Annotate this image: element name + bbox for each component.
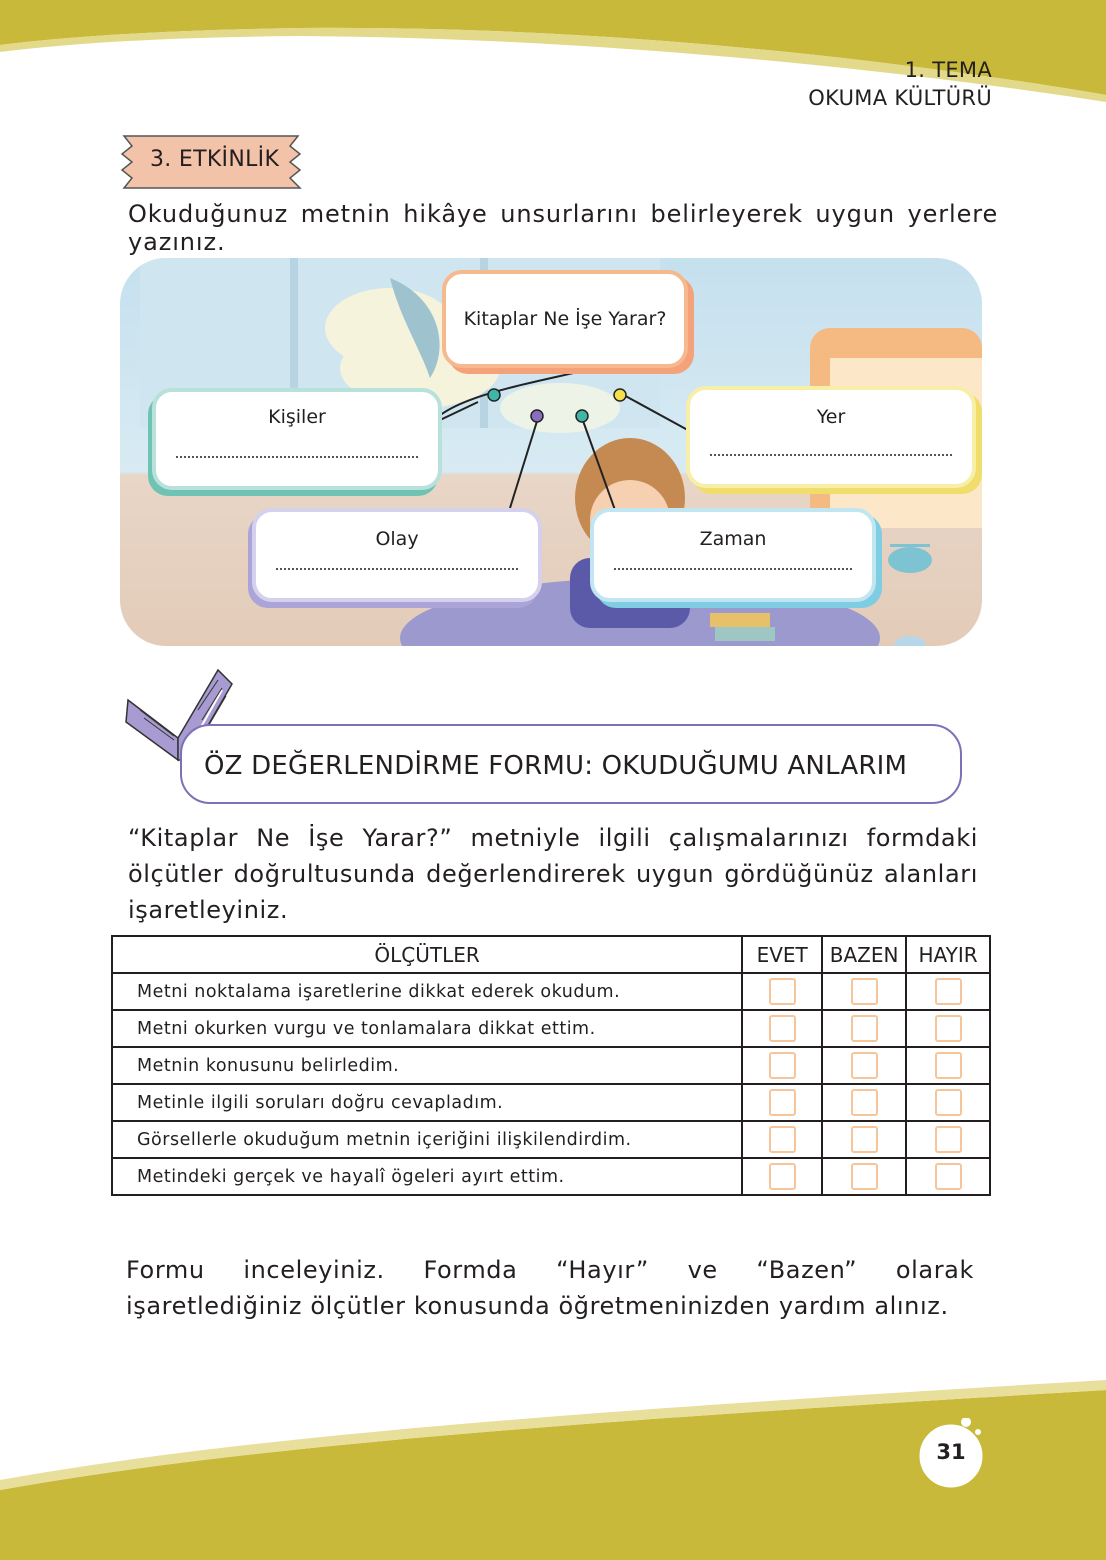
criteria-header: ÖLÇÜTLER [112, 936, 742, 973]
zaman-answer-line[interactable] [614, 568, 852, 570]
olay-label: Olay [375, 528, 419, 550]
olay-card [252, 508, 542, 602]
hayir-checkbox[interactable] [935, 1052, 962, 1079]
zaman-card [590, 508, 876, 602]
hayir-header: HAYIR [906, 936, 990, 973]
story-title: Kitaplar Ne İşe Yarar? [463, 308, 667, 330]
evet-checkbox[interactable] [769, 1015, 796, 1042]
table-row [112, 1084, 990, 1121]
criterion-text: Metnin konusunu belirledim. [112, 1047, 742, 1084]
bazen-header: BAZEN [822, 936, 906, 973]
criterion-text: Metni noktalama işaretlerine dikkat ederek okudum. [112, 973, 742, 1010]
bazen-checkbox[interactable] [851, 1015, 878, 1042]
bazen-checkbox[interactable] [851, 1126, 878, 1153]
evet-checkbox[interactable] [769, 1052, 796, 1079]
page-number: 31 [936, 1440, 966, 1464]
theme-heading [808, 56, 992, 112]
table-row [112, 1121, 990, 1158]
kisiler-label: Kişiler [268, 406, 326, 428]
bazen-checkbox[interactable] [851, 978, 878, 1005]
self-evaluation-intro: “Kitaplar Ne İşe Yarar?” metniyle ilgili çalışmalarınızı formdaki ölçütler doğrultusunda değerlendirerek uygun gördüğünüz alanları işaretleyiniz. [128, 824, 978, 924]
table-row [112, 1158, 990, 1195]
criterion-text: Görsellerle okuduğum metnin içeriğini ilişkilendirdim. [112, 1121, 742, 1158]
table-row [112, 1010, 990, 1047]
theme-title: OKUMA KÜLTÜRÜ [808, 86, 992, 110]
yer-card [686, 386, 976, 488]
zaman-label: Zaman [699, 528, 767, 550]
activity-badge-label: 3. ETKİNLİK [150, 147, 280, 172]
kisiler-card [152, 388, 442, 490]
table-row [112, 1047, 990, 1084]
self-evaluation-table [111, 935, 991, 1196]
hayir-checkbox[interactable] [935, 978, 962, 1005]
story-map-illustration [120, 258, 982, 646]
evet-checkbox[interactable] [769, 978, 796, 1005]
olay-answer-line[interactable] [276, 568, 518, 570]
theme-number: 1. TEMA [904, 58, 992, 82]
criterion-text: Metni okurken vurgu ve tonlamalara dikkat ettim. [112, 1010, 742, 1047]
self-evaluation-footer: Formu inceleyiniz. Formda “Hayır” ve “Bazen” olarak işaretlediğiniz ölçütler konusunda öğretmeninizden yardım alınız. [126, 1256, 974, 1320]
evet-checkbox[interactable] [769, 1126, 796, 1153]
kisiler-answer-line[interactable] [176, 456, 418, 458]
yer-answer-line[interactable] [710, 454, 952, 456]
hayir-checkbox[interactable] [935, 1163, 962, 1190]
table-row [112, 973, 990, 1010]
table-header-row [112, 936, 990, 973]
story-title-card [442, 270, 688, 368]
hayir-checkbox[interactable] [935, 1089, 962, 1116]
bazen-checkbox[interactable] [851, 1089, 878, 1116]
evet-checkbox[interactable] [769, 1089, 796, 1116]
bazen-checkbox[interactable] [851, 1052, 878, 1079]
self-evaluation-title: ÖZ DEĞERLENDİRME FORMU: OKUDUĞUMU ANLARIM [204, 751, 908, 781]
evet-checkbox[interactable] [769, 1163, 796, 1190]
hayir-checkbox[interactable] [935, 1126, 962, 1153]
criterion-text: Metinle ilgili soruları doğru cevapladım. [112, 1084, 742, 1121]
bazen-checkbox[interactable] [851, 1163, 878, 1190]
activity-instruction: Okuduğunuz metnin hikâye unsurlarını belirleyerek uygun yerlere yazınız. [128, 200, 999, 256]
criterion-text: Metindeki gerçek ve hayalî ögeleri ayırt ettim. [112, 1158, 742, 1195]
yer-label: Yer [816, 406, 846, 428]
evet-header: EVET [742, 936, 822, 973]
hayir-checkbox[interactable] [935, 1015, 962, 1042]
